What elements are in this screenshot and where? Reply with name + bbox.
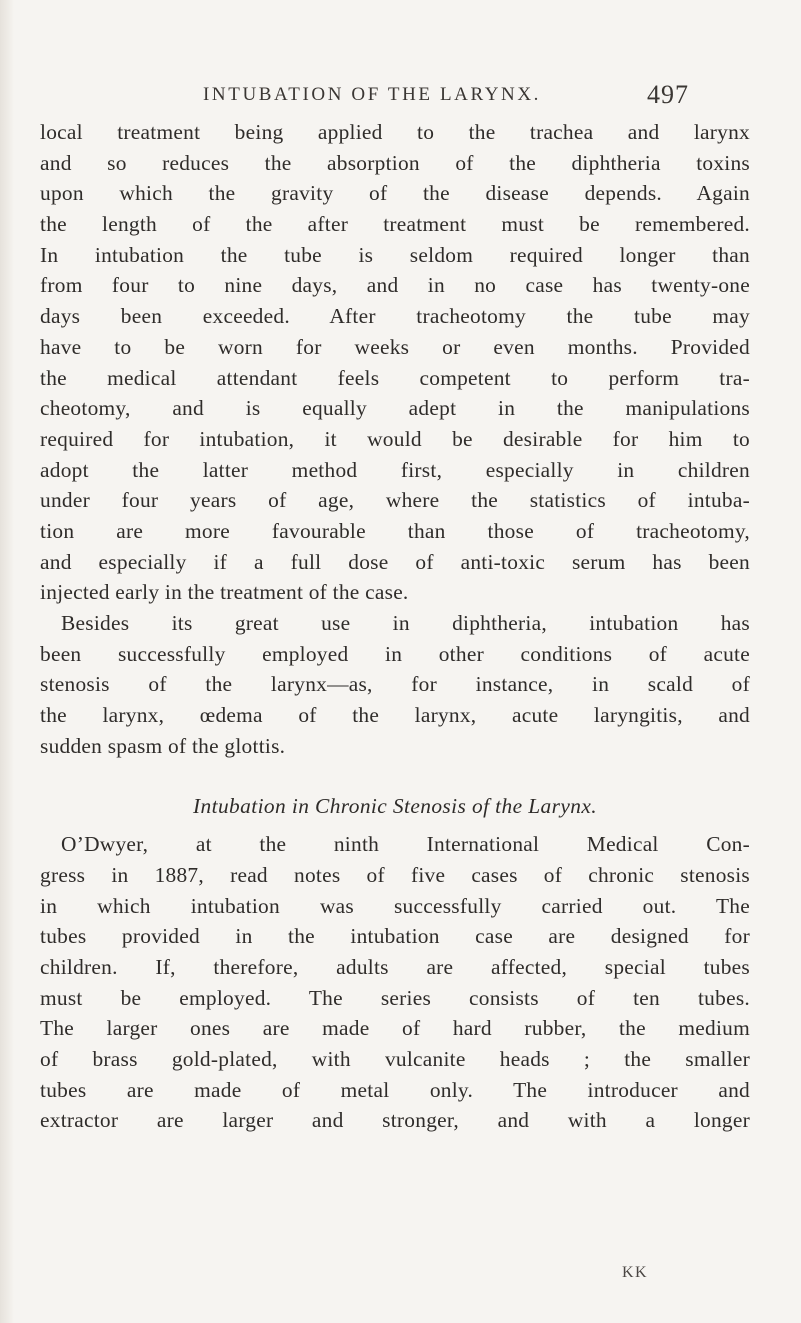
text-line: the medical attendant feels competent to perform tra- [40,365,750,390]
text-line: Besides its great use in diphtheria, intubation has [61,611,750,635]
text-line: adopt the latter method first, especially in children [40,457,750,482]
text-line: children. If, therefore, adults are affected, special tubes [40,954,750,979]
text-line: must be employed. The series consists of ten tubes. [40,985,750,1010]
paragraph-3 [40,829,750,1136]
page-edge-shadow [0,0,14,1323]
text-line: gress in 1887, read notes of five cases of chronic stenosis [40,862,750,887]
text-line: the length of the after treatment must be remembered. [40,212,750,237]
text-line: tubes provided in the intubation case are designed for [40,924,750,949]
text-line: and so reduces the absorption of the diphtheria toxins [40,150,750,175]
paragraph-2 [40,608,750,761]
page-header [0,80,801,120]
text-line: from four to nine days, and in no case has twenty-one [40,273,750,298]
signature-mark: KK [622,1264,649,1281]
text-line: upon which the gravity of the disease depends. Again [40,181,750,206]
text-line: required for intubation, it would be desirable for him to [40,426,750,451]
page-number: 497 [647,80,689,109]
section-heading: Intubation in Chronic Stenosis of the Larynx. [192,794,597,819]
running-title: INTUBATION OF THE LARYNX. [203,84,542,105]
text-line: of brass gold-plated, with vulcanite heads ; the smaller [40,1046,750,1071]
text-line: The larger ones are made of hard rubber, the medium [40,1016,750,1041]
text-line: local treatment being applied to the trachea and larynx [40,120,750,144]
text-line: been successfully employed in other conditions of acute [40,641,750,666]
text-line: in which intubation was successfully carried out. The [40,893,750,918]
text-line: under four years of age, where the statistics of intuba- [40,488,750,513]
text-line: days been exceeded. After tracheotomy the tube may [40,304,750,329]
text-line: the larynx, œdema of the larynx, acute laryngitis, and [40,703,750,728]
text-line: injected early in the treatment of the case. [40,580,409,605]
text-line: tion are more favourable than those of tracheotomy, [40,518,750,543]
text-line: and especially if a full dose of anti-toxic serum has been [40,549,750,574]
text-line: have to be worn for weeks or even months. Provided [40,334,750,359]
text-line: tubes are made of metal only. The introducer and [40,1077,750,1102]
paragraph-1 [40,117,750,608]
text-line: cheotomy, and is equally adept in the manipulations [40,396,750,421]
text-line: extractor are larger and stronger, and with a longer [40,1108,750,1133]
body-text [40,117,750,1136]
text-line: O’Dwyer, at the ninth International Medical Con- [61,832,750,857]
text-line: stenosis of the larynx—as, for instance, in scald of [40,672,750,697]
text-line: sudden spasm of the glottis. [40,733,286,758]
text-line: In intubation the tube is seldom required longer than [40,242,750,267]
